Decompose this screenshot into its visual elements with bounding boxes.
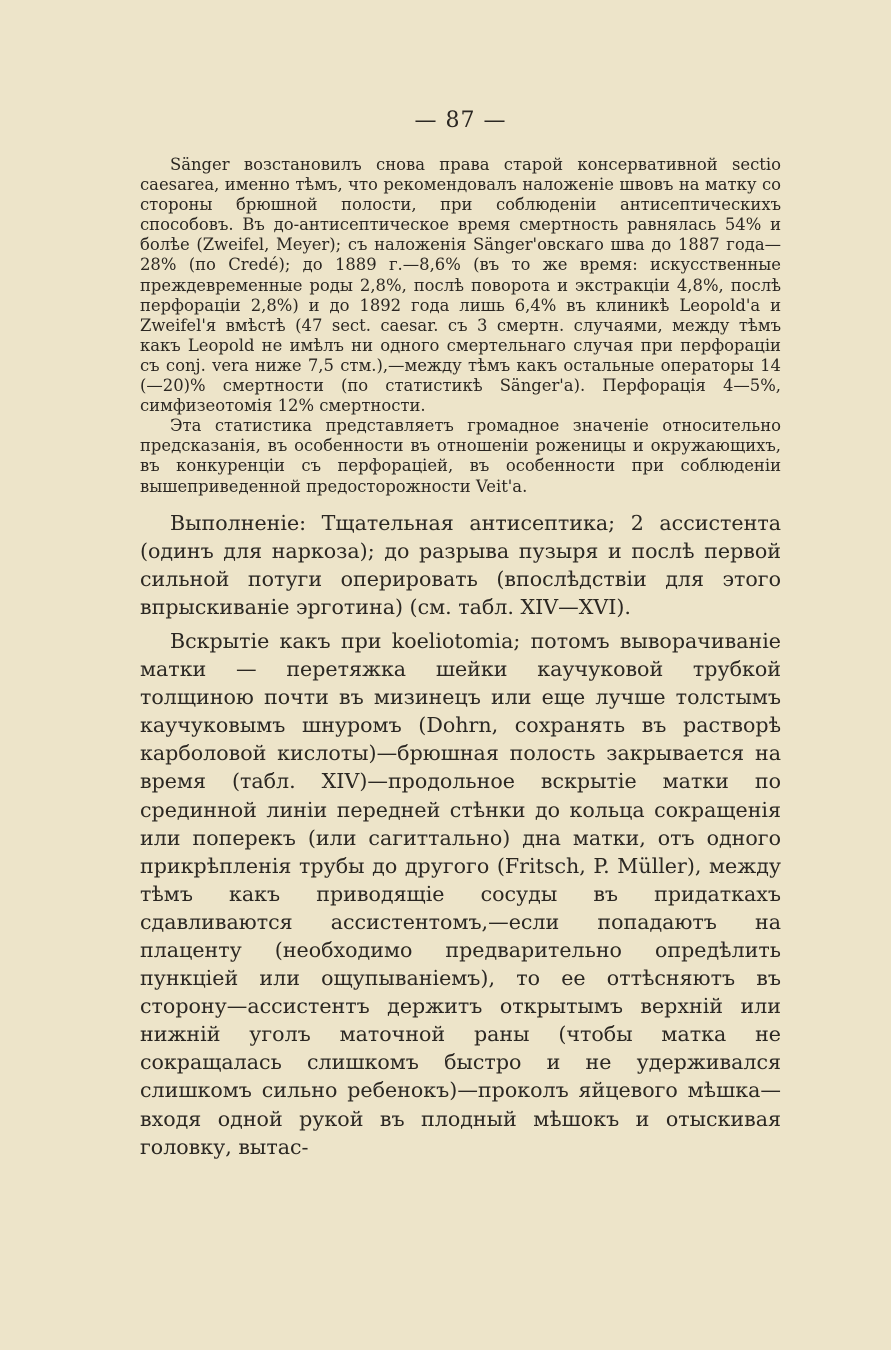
main-text-section <box>140 509 781 1161</box>
paragraph-statistics: Sänger возстановилъ снова права старой консервативной sectio caesarea, именно тѣмъ, что рекомендовалъ наложеніе швовъ на матку со стороны брюшной полости, при соблюденіи антисептическихъ способовъ. Въ до-антисептическое время смертность равнялась 54% и болѣе (Zweifel, Meyer); съ наложенія Sänger'овскаго шва до 1887 года—28% (по Credé); до 1889 г.—8,6% (въ то же время: искусственные преждевременные роды 2,8%, послѣ поворота и экстракціи 4,8%, послѣ перфораціи 2,8%) и до 1892 года лишь 6,4% въ клиникѣ Leopold'a и Zweifel'я вмѣстѣ (47 sect. caesar. съ 3 смертн. случаями, между тѣмъ какъ Leopold не имѣлъ ни одного смертельнаго случая при перфораціи съ conj. vera ниже 7,5 стм.),—между тѣмъ какъ остальные операторы 14 (—20)% смертности (по статистикѣ Sänger'a). Перфорація 4—5%, симфизеотомія 12% смертности. <box>140 155 781 416</box>
paragraph-prognosis: Эта статистика представляетъ громадное значеніе относительно предсказанія, въ особенности въ отношеніи роженицы и окружающихъ, въ конкуренціи съ перфораціей, въ особенности при соблюденіи вышеприведенной предосторожности Veit'a. <box>140 416 781 496</box>
small-print-section <box>140 155 781 497</box>
paragraph-execution: Выполненіе: Тщательная антисептика; 2 ассистента (одинъ для наркоза); до разрыва пузыря и послѣ первой сильной потуги оперировать (впослѣдствіи для этого впрыскиваніе эрготина) (см. табл. XIV—XVI). <box>140 510 781 619</box>
page-number: — 87 — <box>414 108 507 133</box>
paragraph-procedure: Вскрытіе какъ при koeliotomia; потомъ выворачиваніе матки — перетяжка шейки каучуковой трубкой толщиною почти въ мизинецъ или еще лучше толстымъ каучуковымъ шнуромъ (Dohrn, сохранять въ растворѣ карболовой кислоты)—брюшная полость закрывается на время (табл. XIV)—продольное вскрытіе матки по срединной линіи передней стѣнки до кольца сокращенія или поперекъ (или сагиттально) дна матки, отъ одного прикрѣпленія трубы до другого (Fritsch, P. Müller), между тѣмъ какъ приводящіе сосуды въ придаткахъ сдавливаются ассистентомъ,—если попадаютъ на плаценту (необходимо предварительно опредѣлить пункціей или ощупываніемъ), то ее оттѣсняютъ въ сторону—ассистентъ держитъ открытымъ верхній или нижній уголъ маточной раны (чтобы матка не сокращалась слишкомъ быстро и не удерживался слишкомъ сильно ребенокъ)—проколъ яйцевого мѣшка—входя одной рукой въ плодный мѣшокъ и отыскивая головку, вытас- <box>140 628 781 1159</box>
